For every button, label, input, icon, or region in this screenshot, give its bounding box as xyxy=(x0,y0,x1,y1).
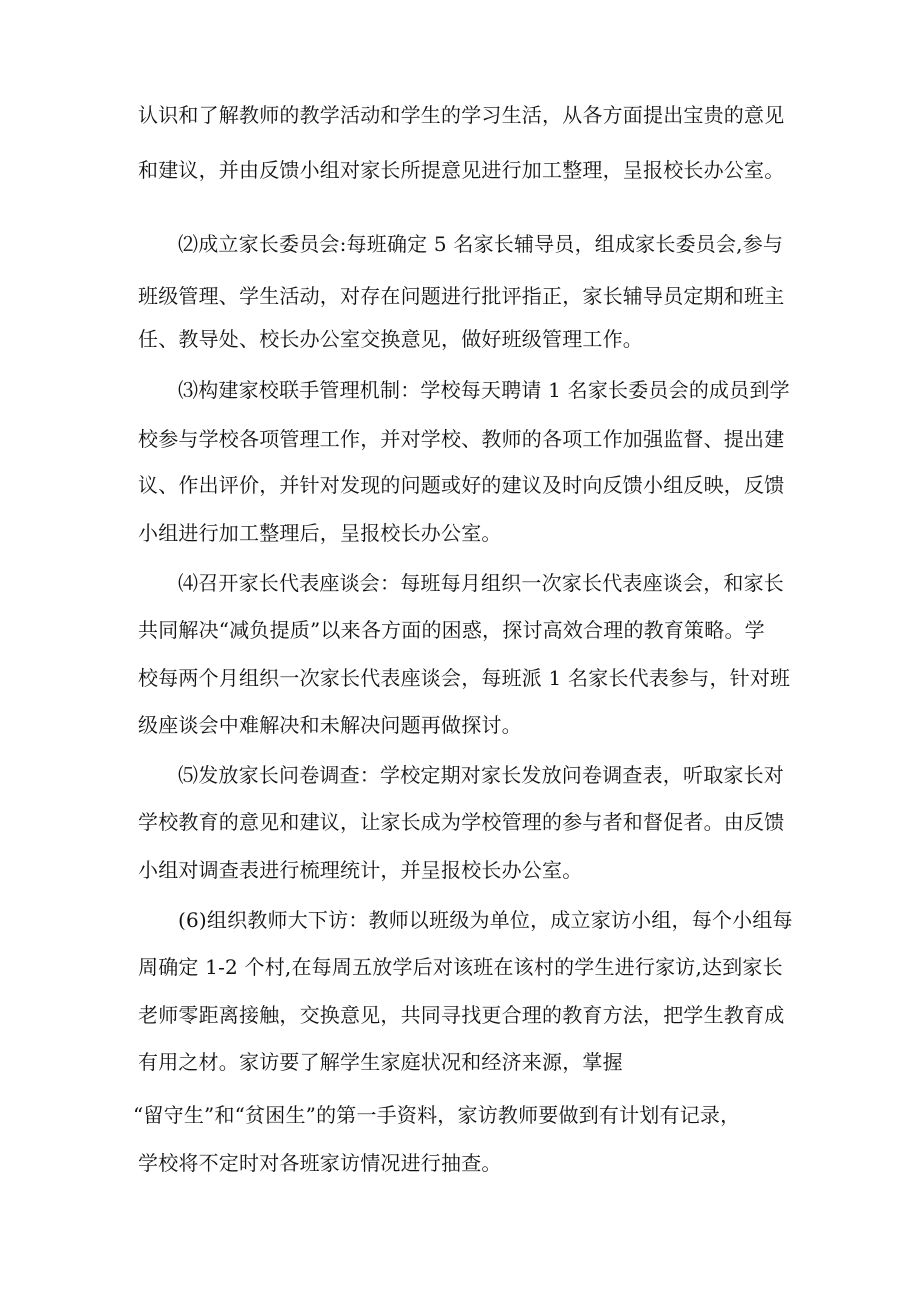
paragraph-line: 和建议，并由反馈小组对家长所提意见进行加工整理，呈报校长办公室。 xyxy=(138,158,785,182)
paragraph-line: 校每两个月组织一次家长代表座谈会，每班派 1 名家长代表参与，针对班 xyxy=(138,666,791,690)
paragraph-line: 有用之材。家访要了解学生家庭状况和经济来源，掌握 xyxy=(138,1050,623,1074)
paragraph-line: 学校教育的意见和建议，让家长成为学校管理的参与者和督促者。由反馈 xyxy=(138,810,785,834)
paragraph-line: ⑶构建家校联手管理机制：学校每天聘请 1 名家长委员会的成员到学 xyxy=(178,378,790,402)
paragraph-line: 学校将不定时对各班家访情况进行抽查。 xyxy=(138,1151,502,1175)
paragraph-line: (6)组织教师大下访：教师以班级为单位，成立家访小组，每个小组每 xyxy=(178,908,793,932)
paragraph-line: “留守生”和“贫困生”的第一手资料，家访教师要做到有计划有记录， xyxy=(133,1103,741,1127)
paragraph-line: ⑸发放家长问卷调查：学校定期对家长发放问卷调查表，听取家长对 xyxy=(178,763,784,787)
paragraph-line: 小组进行加工整理后，呈报校长办公室。 xyxy=(138,521,502,545)
paragraph-line: 认识和了解教师的教学活动和学生的学习生活，从各方面提出宝贵的意见 xyxy=(138,103,785,127)
paragraph-line: ⑷召开家长代表座谈会：每班每月组织一次家长代表座谈会，和家长 xyxy=(178,571,784,595)
paragraph-line: 议、作出评价，并针对发现的问题或好的建议及时向反馈小组反映，反馈 xyxy=(138,473,785,497)
paragraph-line: 周确定 1-2 个村,在每周五放学后对该班在该村的学生进行家访,达到家长 xyxy=(138,955,783,979)
paragraph-line: 级座谈会中难解决和未解决问题再做探讨。 xyxy=(138,713,522,737)
paragraph-line: 校参与学校各项管理工作，并对学校、教师的各项工作加强监督、提出建 xyxy=(138,427,785,451)
paragraph-line: 班级管理、学生活动，对存在问题进行批评指正，家长辅导员定期和班主 xyxy=(138,284,785,308)
paragraph-line: 小组对调查表进行梳理统计，并呈报校长办公室。 xyxy=(138,858,583,882)
paragraph-line: ⑵成立家长委员会:每班确定 5 名家长辅导员，组成家长委员会,参与 xyxy=(178,232,784,256)
paragraph-line: 老师零距离接触，交换意见，共同寻找更合理的教育方法，把学生教育成 xyxy=(138,1003,785,1027)
paragraph-line: 任、教导处、校长办公室交换意见，做好班级管理工作。 xyxy=(138,327,643,351)
paragraph-line: 共同解决“减负提质”以来各方面的困惑，探讨高效合理的教育策略。学 xyxy=(138,618,765,642)
